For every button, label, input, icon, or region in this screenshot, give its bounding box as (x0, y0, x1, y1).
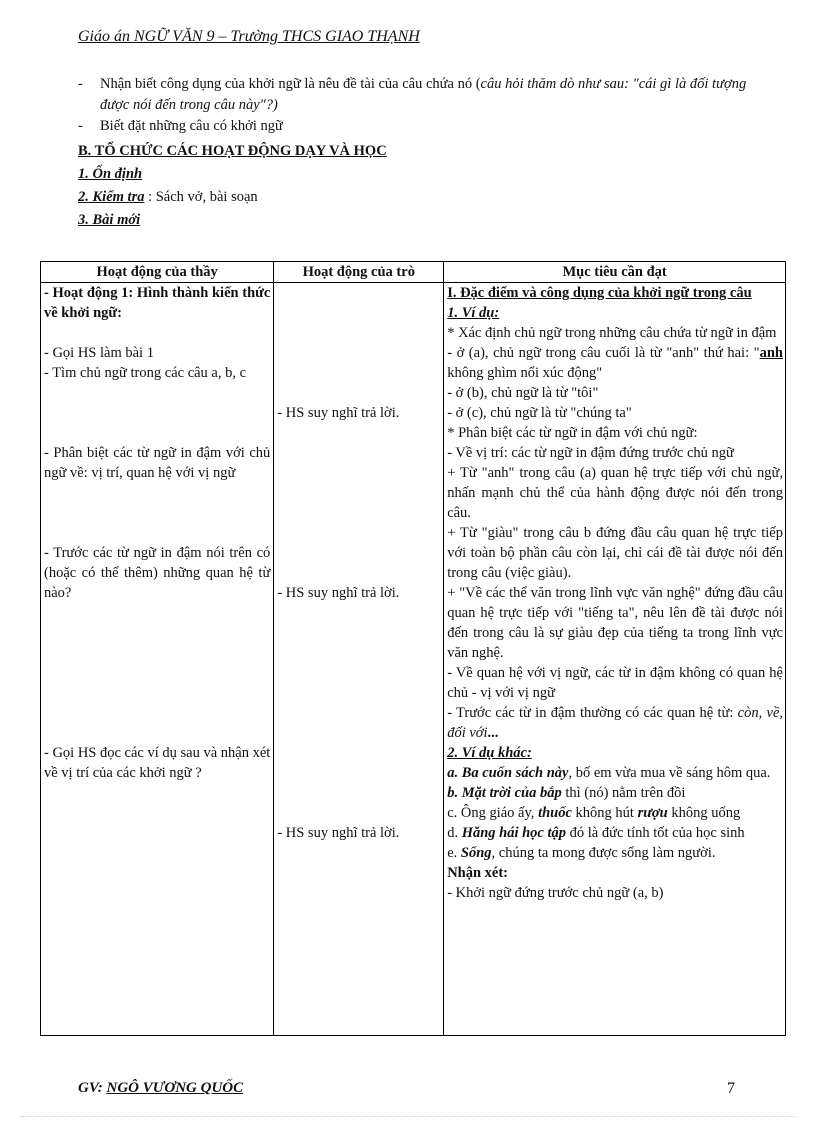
page-number: 7 (727, 1080, 735, 1097)
step-1 (78, 164, 778, 185)
header-teacher: Hoạt động của thầy (41, 262, 274, 283)
objective-text: Nhận biết công dụng của khởi ngữ là nêu đề tài của câu chứa nó ( (100, 76, 481, 92)
footer-label: GV: (78, 1080, 107, 1096)
example-heading: 1. Ví dụ: (447, 305, 500, 321)
student-response: - HS suy nghĩ trả lời. (277, 405, 400, 421)
objective-line: + "Về các thể văn trong lĩnh vực văn nghệ" đứng đầu câu quan hệ trực tiếp với "tiếng ta", nêu lên đề tài được nói đến trong câu là sự giàu đẹp của tiếng ta trong lĩnh vực văn nghệ. (447, 585, 783, 661)
objective-bullet (78, 74, 778, 116)
table-row (41, 283, 786, 1036)
teacher-step: - Gọi HS làm bài 1 (44, 345, 154, 361)
objective-line: + Từ "anh" trong câu (a) quan hệ trực tiếp với chủ ngữ, nhấn mạnh chủ thể của hành động được nói đến trong câu. (447, 465, 783, 521)
student-response: - HS suy nghĩ trả lời. (277, 825, 400, 841)
step-2-text: : Sách vở, bài soạn (144, 189, 258, 205)
objective-text: Biết đặt những câu có khởi ngữ (100, 118, 283, 134)
teacher-name: NGÔ VƯƠNG QUỐC (106, 1080, 244, 1096)
example-heading-2: 2. Ví dụ khác: (447, 745, 532, 761)
lesson-intro (78, 74, 778, 231)
student-activities (274, 283, 444, 1036)
objective-line: - ở (a), chủ ngữ trong câu cuối là từ "anh" thứ hai: "anh không ghìm nổi xúc động" (447, 345, 783, 381)
objectives (444, 283, 786, 1036)
step-2 (78, 187, 778, 208)
teacher-step: - Tìm chủ ngữ trong các câu a, b, c (44, 365, 247, 381)
objective-bullet (78, 116, 778, 137)
step-2-label: 2. Kiểm tra (78, 189, 145, 205)
objective-line: * Xác định chủ ngữ trong những câu chứa từ ngữ in đậm (447, 325, 777, 341)
student-response: - HS suy nghĩ trả lời. (277, 585, 400, 601)
header-student: Hoạt động của trò (274, 262, 444, 283)
page-bottom-divider (20, 1116, 796, 1117)
example-line: d. Hăng hái học tập đó là đức tính tốt của học sinh (447, 825, 745, 841)
remark-line: - Khởi ngữ đứng trước chủ ngữ (a, b) (447, 885, 664, 901)
objective-heading: I. Đặc điểm và công dụng của khởi ngữ trong câu (447, 285, 752, 301)
objective-line: - Về quan hệ với vị ngữ, các từ in đậm không có quan hệ chủ - vị với vị ngữ (447, 665, 783, 701)
remark-heading: Nhận xét: (447, 865, 509, 881)
step-1-label: 1. Ổn định (78, 166, 143, 182)
step-3 (78, 210, 778, 231)
objective-line: * Phân biệt các từ ngữ in đậm với chủ ngữ: (447, 425, 698, 441)
teacher-step: - Gọi HS đọc các ví dụ sau và nhận xét về vị trí của các khởi ngữ ? (44, 745, 271, 781)
activity-title: - Hoạt động 1: Hình thành kiến thức về khởi ngữ: (44, 285, 271, 321)
objective-line: - Trước các từ in đậm thường có các quan hệ từ: còn, về, đối với... (447, 705, 783, 741)
table-header-row (41, 262, 786, 283)
page-header: Giáo án NGỮ VĂN 9 – Trường THCS GIAO THẠNH (78, 28, 420, 45)
example-line: c. Ông giáo ấy, thuốc không hút rượu không uống (447, 805, 741, 821)
example-line: e. Sống, chúng ta mong được sống làm người. (447, 845, 716, 861)
bullet-dash: - (78, 118, 83, 134)
lesson-table (40, 261, 786, 1036)
teacher-step: - Phân biệt các từ ngữ in đậm với chủ ngữ về: vị trí, quan hệ với vị ngữ (44, 445, 271, 481)
example-line: b. Mặt trời của bắp thì (nó) nằm trên đồi (447, 785, 686, 801)
objective-note: câu hỏi thăm dò như sau: "cái gì là đối tượng được nói đến trong câu này"?) (100, 76, 747, 113)
header-objective: Mục tiêu cần đạt (444, 262, 786, 283)
bullet-dash: - (78, 76, 83, 92)
teacher-signature (78, 1080, 243, 1097)
objective-line: - Về vị trí: các từ ngữ in đậm đứng trước chủ ngữ (447, 445, 734, 461)
section-heading-b: B. TỔ CHỨC CÁC HOẠT ĐỘNG DẠY VÀ HỌC (78, 143, 387, 159)
example-line: a. Ba cuốn sách này, bố em vừa mua về sáng hôm qua. (447, 765, 771, 781)
teacher-step: - Trước các từ ngữ in đậm nói trên có (hoặc có thể thêm) những quan hệ từ nào? (44, 545, 271, 601)
objective-line: - ở (c), chủ ngữ là từ "chúng ta" (447, 405, 632, 421)
objective-line: - ở (b), chủ ngữ là từ "tôi" (447, 385, 599, 401)
step-3-label: 3. Bài mới (78, 212, 141, 228)
objective-line: + Từ "giàu" trong câu b đứng đầu câu quan hệ trực tiếp với toàn bộ phần câu còn lại, chỉ cái đề tài được nói đến trong câu (việc giàu). (447, 525, 783, 581)
teacher-activities (41, 283, 274, 1036)
